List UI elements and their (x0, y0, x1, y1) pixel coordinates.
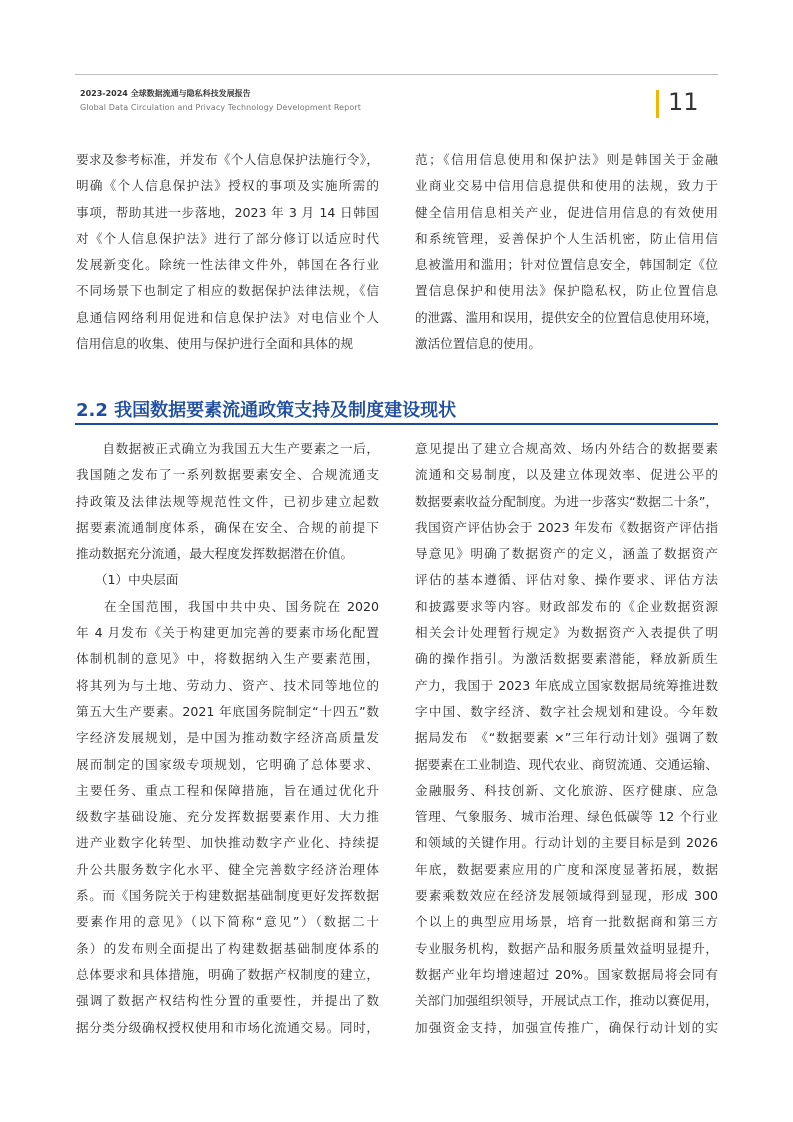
text-line: 数据产业年均增速超过 20%。国家数据局将会同有 (415, 966, 718, 982)
top-left-column (76, 147, 379, 357)
text-line: 据局发布 《“数据要素 ×”三年行动计划》强调了数 (415, 730, 718, 746)
report-title: 2023-2024 全球数据流通与隐私科技发展报告 (80, 89, 251, 98)
text-line: 流通和交易制度，以及建立体现效率、促进公平的 (415, 467, 718, 483)
text-line: 条）的发布则全面提出了构建数据基础制度体系的 (76, 940, 379, 956)
text-line: 要求及参考标准，并发布《个人信息保护法施行令》， (76, 152, 379, 167)
text-line: 年底，数据要素应用的广度和深度显著拓展，数据 (415, 861, 718, 877)
text-line: 要素作用的意见》（以下简称“意见”）（数据二十 (76, 914, 379, 930)
text-line: 息通信网络利用促进和信息保护法》对电信业个人 (76, 309, 379, 325)
text-line: 将其列为与土地、劳动力、资产、技术同等地位的 (76, 677, 379, 693)
text-line: 和领域的关键作用。行动计划的主要目标是到 2026 (415, 835, 718, 851)
text-line: 评估的基本遵循、评估对象、操作要求、评估方法 (415, 572, 718, 588)
text-line: （1）中央层面 (76, 572, 179, 588)
text-line: 我国资产评估协会于 2023 年发布《数据资产评估指 (415, 519, 718, 535)
text-line: 发展新变化。除统一性法律文件外，韩国在各行业 (76, 257, 379, 273)
page-number: 11 (668, 88, 699, 116)
text-line: 对《个人信息保护法》进行了部分修订以适应时代 (76, 230, 379, 246)
text-line: 息被滥用和滥用；针对位置信息安全，韩国制定《位 (415, 257, 718, 273)
header-rule (75, 74, 718, 75)
text-line: 数据要素收益分配制度。为进一步落实“数据二十条”， (415, 493, 718, 509)
text-line: 持政策及法律法规等规范性文件，已初步建立起数 (76, 493, 379, 509)
text-line: 要素乘数效应在经济发展领域得到显现，形成 300 (415, 888, 718, 904)
text-line: 系。而《国务院关于构建数据基础制度更好发挥数据 (76, 888, 379, 904)
text-line: 产力，我国于 2023 年底成立国家数据局统筹推进数 (415, 677, 718, 693)
text-line: 关部门加强组织领导，开展试点工作，推动以赛促用， (415, 993, 718, 1009)
text-line: 事项，帮助其进一步落地，2023 年 3 月 14 日韩国 (76, 204, 379, 220)
report-subtitle: Global Data Circulation and Privacy Technology Development Report (80, 103, 361, 112)
text-line: 明确《个人信息保护法》授权的事项及实施所需的 (76, 178, 379, 194)
text-line: 总体要求和具体措施，明确了数据产权制度的建立， (76, 966, 379, 982)
text-line: 和系统管理，妥善保护个人生活机密，防止信用信 (415, 230, 718, 246)
text-line: 和披露要求等内容。财政部发布的《企业数据资源 (415, 598, 718, 614)
text-line: 置信息保护和使用法》保护隐私权，防止位置信息 (415, 283, 718, 299)
top-right-column (415, 147, 718, 357)
text-line: 主要任务、重点工程和保障措施，旨在通过优化升 (76, 782, 379, 798)
text-line: 相关会计处理暂行规定》为数据资产入表提供了明 (415, 625, 718, 641)
text-line: 个以上的典型应用场景，培育一批数据商和第三方 (415, 914, 718, 930)
text-line: 字中国、数字经济、数字社会规划和建设。今年数 (415, 703, 718, 719)
text-line: 年 4 月发布《关于构建更加完善的要素市场化配置 (76, 625, 379, 641)
text-line: 金融服务、科技创新、文化旅游、医疗健康、应急 (415, 782, 718, 798)
text-line: 体制机制的意见》中，将数据纳入生产要素范围， (76, 651, 379, 667)
section-heading-rule (75, 423, 718, 425)
text-line: 我国随之发布了一系列数据要素安全、合规流通支 (76, 467, 379, 483)
text-line: 字经济发展规划，是中国为推动数字经济高质量发 (76, 730, 379, 746)
text-line: 加强资金支持，加强宣传推广，确保行动计划的实 (415, 1019, 718, 1035)
text-line: 意见提出了建立合规高效、场内外结合的数据要素 (415, 441, 718, 456)
text-line: 专业服务机构，数据产品和服务质量效益明显提升， (415, 940, 718, 956)
text-line: 激活位置信息的使用。 (415, 336, 541, 352)
text-line: 进产业数字化转型、加快推动数字产业化、持续提 (76, 835, 379, 851)
text-line: 范；《信用信息使用和保护法》则是韩国关于金融 (415, 152, 718, 167)
text-line: 导意见》明确了数据资产的定义，涵盖了数据资产 (415, 546, 718, 562)
text-line: 信用信息的收集、使用与保护进行全面和具体的规 (76, 336, 354, 352)
section-heading: 2.2 我国数据要素流通政策支持及制度建设现状 (76, 400, 457, 421)
text-line: 推动数据充分流通，最大程度发挥数据潜在价值。 (76, 546, 354, 562)
text-line: 级数字基础设施、充分发挥数据要素作用、大力推 (76, 809, 379, 825)
text-line: 健全信用信息相关产业，促进信用信息的有效使用 (415, 204, 718, 220)
text-line: 不同场景下也制定了相应的数据保护法律法规，《信 (76, 283, 379, 299)
text-line: 强调了数据产权结构性分置的重要性，并提出了数 (76, 993, 379, 1009)
text-line: 业商业交易中信用信息提供和使用的法规，致力于 (415, 178, 718, 194)
bottom-left-column (76, 436, 379, 1041)
text-line: 第五大生产要素。2021 年底国务院制定“十四五”数 (76, 703, 379, 719)
text-line: 的泄露、滥用和误用，提供安全的位置信息使用环境， (415, 309, 718, 325)
text-line: 据要素流通制度体系，确保在安全、合规的前提下 (76, 519, 379, 535)
text-line: 据分类分级确权授权使用和市场化流通交易。同时， (76, 1019, 379, 1035)
bottom-right-column (415, 436, 718, 1041)
text-line: 据要素在工业制造、现代农业、商贸流通、交通运输、 (415, 756, 718, 772)
page-number-accent-bar (656, 90, 659, 118)
text-line: 升公共服务数字化水平、健全完善数字经济治理体 (76, 861, 379, 877)
text-line: 展而制定的国家级专项规划，它明确了总体要求、 (76, 756, 379, 772)
text-line: 管理、气象服务、城市治理、绿色低碳等 12 个行业 (415, 809, 718, 825)
text-line: 确的操作指引。为激活数据要素潜能，释放新质生 (415, 651, 718, 667)
text-line: 自数据被正式确立为我国五大生产要素之一后， (76, 441, 379, 456)
text-line: 在全国范围，我国中共中央、国务院在 2020 (76, 598, 379, 614)
